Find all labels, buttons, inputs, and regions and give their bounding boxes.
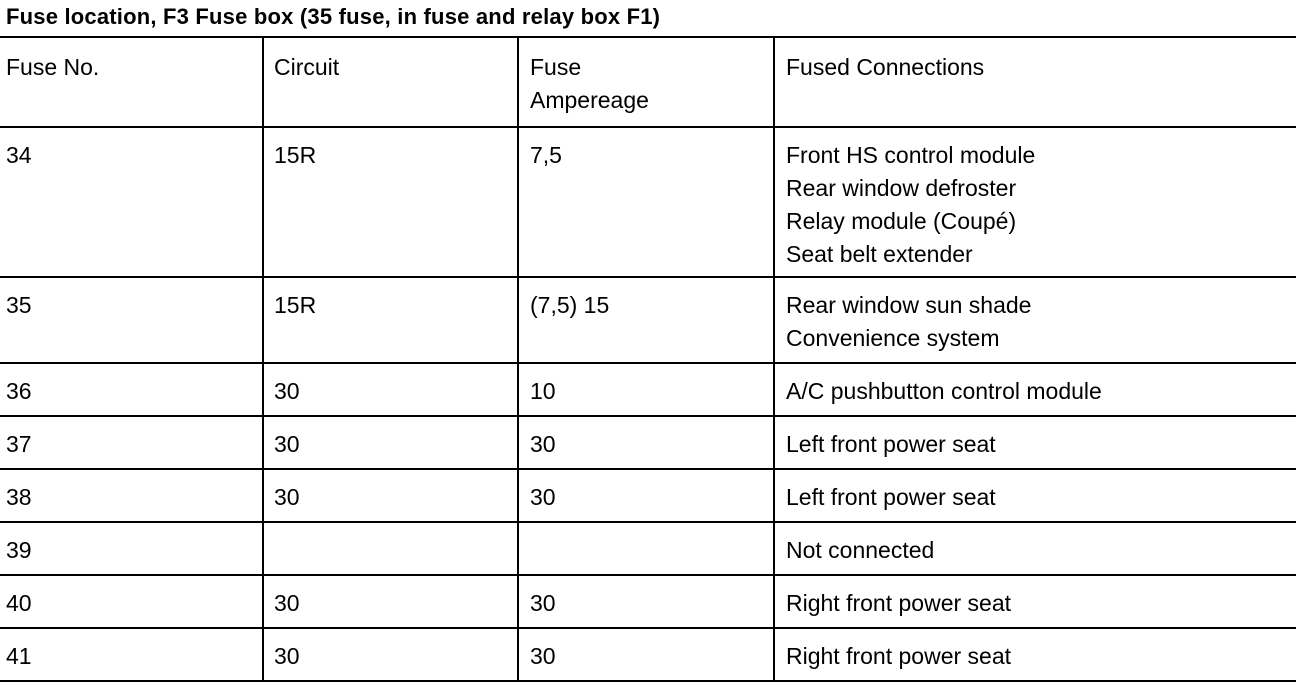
cell-connections	[774, 628, 1296, 681]
table-row	[0, 469, 1296, 522]
fuse-table	[0, 36, 1296, 682]
connection-line: Not connected	[786, 537, 935, 563]
cell-connections	[774, 469, 1296, 522]
cell-circuit: 15R	[263, 277, 518, 363]
cell-circuit: 30	[263, 416, 518, 469]
cell-circuit	[263, 522, 518, 575]
header-connections: Fused Connections	[774, 37, 1296, 127]
table-row	[0, 628, 1296, 681]
table-row	[0, 416, 1296, 469]
table-header-row	[0, 37, 1296, 127]
cell-fuse-no: 35	[0, 277, 263, 363]
cell-circuit: 30	[263, 469, 518, 522]
cell-connections	[774, 522, 1296, 575]
document-title: Fuse location, F3 Fuse box (35 fuse, in fuse and relay box F1)	[6, 4, 661, 29]
cell-connections	[774, 277, 1296, 363]
header-ampereage-line1: Fuse	[530, 54, 582, 80]
table-row	[0, 127, 1296, 277]
connection-line: A/C pushbutton control module	[786, 378, 1102, 404]
connection-line: Convenience system	[786, 325, 1000, 351]
cell-circuit: 30	[263, 575, 518, 628]
table-row	[0, 277, 1296, 363]
cell-fuse-no: 39	[0, 522, 263, 575]
header-fuse-no: Fuse No.	[0, 37, 263, 127]
cell-connections	[774, 416, 1296, 469]
cell-circuit: 15R	[263, 127, 518, 277]
header-circuit: Circuit	[263, 37, 518, 127]
cell-ampereage: 10	[518, 363, 774, 416]
cell-fuse-no: 37	[0, 416, 263, 469]
connection-line: Left front power seat	[786, 431, 996, 457]
cell-fuse-no: 38	[0, 469, 263, 522]
connection-line: Rear window defroster	[786, 175, 1017, 201]
cell-circuit: 30	[263, 628, 518, 681]
cell-connections	[774, 575, 1296, 628]
connection-line: Seat belt extender	[786, 241, 973, 267]
connection-line: Front HS control module	[786, 142, 1036, 168]
cell-ampereage: 30	[518, 416, 774, 469]
table-row	[0, 363, 1296, 416]
cell-fuse-no: 40	[0, 575, 263, 628]
cell-ampereage: (7,5) 15	[518, 277, 774, 363]
table-row	[0, 575, 1296, 628]
connection-line: Right front power seat	[786, 590, 1012, 616]
cell-fuse-no: 34	[0, 127, 263, 277]
connection-line: Right front power seat	[786, 643, 1012, 669]
cell-ampereage: 30	[518, 575, 774, 628]
connection-line: Left front power seat	[786, 484, 996, 510]
cell-connections	[774, 363, 1296, 416]
cell-fuse-no: 41	[0, 628, 263, 681]
cell-circuit: 30	[263, 363, 518, 416]
cell-ampereage: 7,5	[518, 127, 774, 277]
table-row	[0, 522, 1296, 575]
header-ampereage	[518, 37, 774, 127]
connection-line: Relay module (Coupé)	[786, 208, 1017, 234]
cell-ampereage: 30	[518, 469, 774, 522]
connection-line: Rear window sun shade	[786, 292, 1032, 318]
cell-ampereage	[518, 522, 774, 575]
cell-fuse-no: 36	[0, 363, 263, 416]
cell-connections	[774, 127, 1296, 277]
cell-ampereage: 30	[518, 628, 774, 681]
header-ampereage-line2: Ampereage	[530, 87, 649, 113]
